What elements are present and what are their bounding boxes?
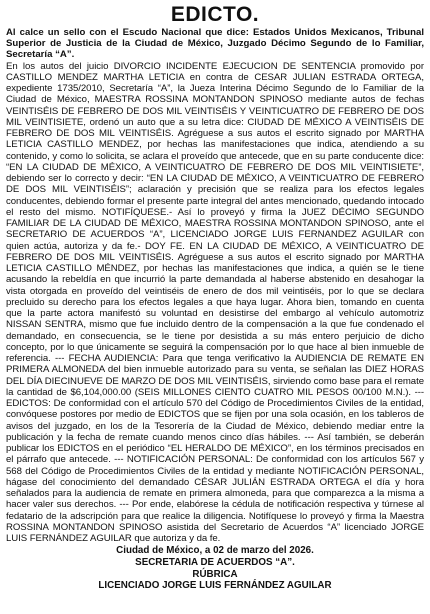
- rubrica-label: RÚBRICA: [192, 568, 238, 580]
- date-line: Ciudad de México, a 02 de marzo del 2026.: [116, 545, 314, 557]
- signer-name: LICENCIADO JORGE LUIS FERNÁNDEZ AGUILAR: [98, 580, 332, 592]
- document-title: EDICTO.: [170, 3, 260, 26]
- edict-body-text: En los autos del juicio DIVORCIO INCIDENTE EJECUCION DE SENTENCIA promovido por CASTILLO MENDEZ MARTHA LETICIA en contra de CESAR JULIAN ESTRADA ORTEGA, expediente 1735/2010, Secretaría “A”, la Jueza Interina Décimo Segundo de lo Familiar de la Ciudad de México, MAESTRA ROSSINA MONTANDON SPINOSO mediante autos de fechas VEINTISÉIS DE FEBRERO DE DOS MIL VEINTISÉIS Y VEINTICUATRO DE FEBRERO DE DOS MIL VEINTISIETE, ordenó un auto que a su letra dice: CIUDAD DE MÉXICO A VEINTISÉIS DE FEBRERO DE DOS MIL VEINTISÉIS. Agréguese a sus autos el escrito signado por MARTHA LETICIA CASTILLO MENDEZ, por hechas las manifestaciones que indica, atendiendo a su contenido, y como lo solicita, se aclara el proveído que antecede, que en su parte conducente dice: “EN LA CIUDAD DE MÉXICO, A VEINTICUATRO DE FEBRERO DE DOS MIL VEINTISIETE”, debiendo ser lo correcto y decir: “EN LA CIUDAD DE MÉXICO, A VEINTICUATRO DE FEBRERO DE DOS MIL VEINTISÉIS”; aclaración y precisión que se realiza para los efectos legales conducentes, debiendo formar el presente parte integral del antes mencionado, quedando intocado el resto del mismo. NOTIFÍQUESE.- Así lo proveyó y firma la JUEZ DÉCIMO SEGUNDO FAMILIAR DE LA CIUDAD DE MÉXICO, MAESTRA ROSSINA MONTANDON SPINOSO, ante el SECRETARIO DE ACUERDOS “A”, LICENCIADO JORGE LUIS FERNANDEZ AGUILAR con quien actúa, autoriza y da fe.- DOY FE. EN LA CIUDAD DE MÉXICO, A VEINTICUATRO DE FEBRERO DE DOS MIL VEINTISÉIS. Agréguese a sus autos el escrito signado por MARTHA LETICIA CASTILLO MÉNDEZ, por hechas las manifestaciones que indica, a quién se le tiene acusando la rebeldía en que incurrió la parte demandada al haberse abstenido en desahogar la vista otorgada en proveído del veintiséis de enero de dos mil veintiséis, por lo que se declara precluido su derecho para los efectos legales a que haya lugar. Ahora bien, tomando en cuenta que la parte actora manifestó su voluntad en desistirse del embargo al vehículo automotriz NISSAN SENTRA, mismo que fue incluido dentro de la compensación a la que fue condenado el demandado, en consecuencia, se le tiene por desistida a su más entero perjuicio de dicho concepto, por lo que únicamente se seguirá la compensación por lo que hace al bien inmueble de referencia. --- FECHA AUDIENCIA: Para que tenga verificativo la AUDIENCIA DE REMATE EN PRIMERA ALMONEDA del bien inmueble autorizado para su venta, se señalan las DIEZ HORAS DEL DÍA DIECINUEVE DE MARZO DE DOS MIL VEINTISÉIS, sirviendo como base para el remate la cantidad de $6,104,000.00 (SEIS MILLONES CIENTO CUATRO MIL PESOS 00/100 M.N.). --- EDICTOS: De conformidad con el artículo 570 del Código de Procedimientos Civiles de la entidad, convóquese postores por medio de EDICTOS que se fijen por una sola ocasión, en los tableros de avisos del juzgado, en los de la Tesorería de la Ciudad de México, debiendo mediar entre la publicación y la fecha de remate cuando menos cinco días hábiles. --- Así también, se deberán publicar los EDICTOS en el periódico “EL HERALDO DE MÉXICO”, en los términos precisados en el párrafo que antecede. --- NOTIFICACIÓN PERSONAL: De conformidad con los artículos 567 y 568 del Código de Procedimientos Civiles de la entidad y mediante NOTIFICACIÓN PERSONAL, hágase del conocimiento del demandado CÉSAR JULIÁN ESTRADA ORTEGA el día y hora señalados para la audiencia de remate en primera almoneda, para que comparezca a la misma a hacer valer sus derechos. --- Por ende, elabórese la cédula de notificación respectiva y túrnese al fedatario de la adscripción para que realice la diligencia. Notifíquese lo proveyó y firma la Maestra ROSSINA MONTANDON SPINOSO asistida del Secretario de Acuerdos “A” licenciado JORGE LUIS FERNÁNDEZ AGUILAR que autoriza y da fe.: [6, 60, 424, 545]
- seal-description: Al calce un sello con el Escudo Nacional que dice: Estados Unidos Mexicanos, Tribunal Superior de Justicia de la Ciudad de México, Juzgado Décimo Segundo de lo Familiar, Secretaría “A”.: [6, 27, 424, 61]
- signature-block: [6, 545, 424, 591]
- secretary-title: SECRETARIA DE ACUERDOS “A”.: [135, 556, 295, 568]
